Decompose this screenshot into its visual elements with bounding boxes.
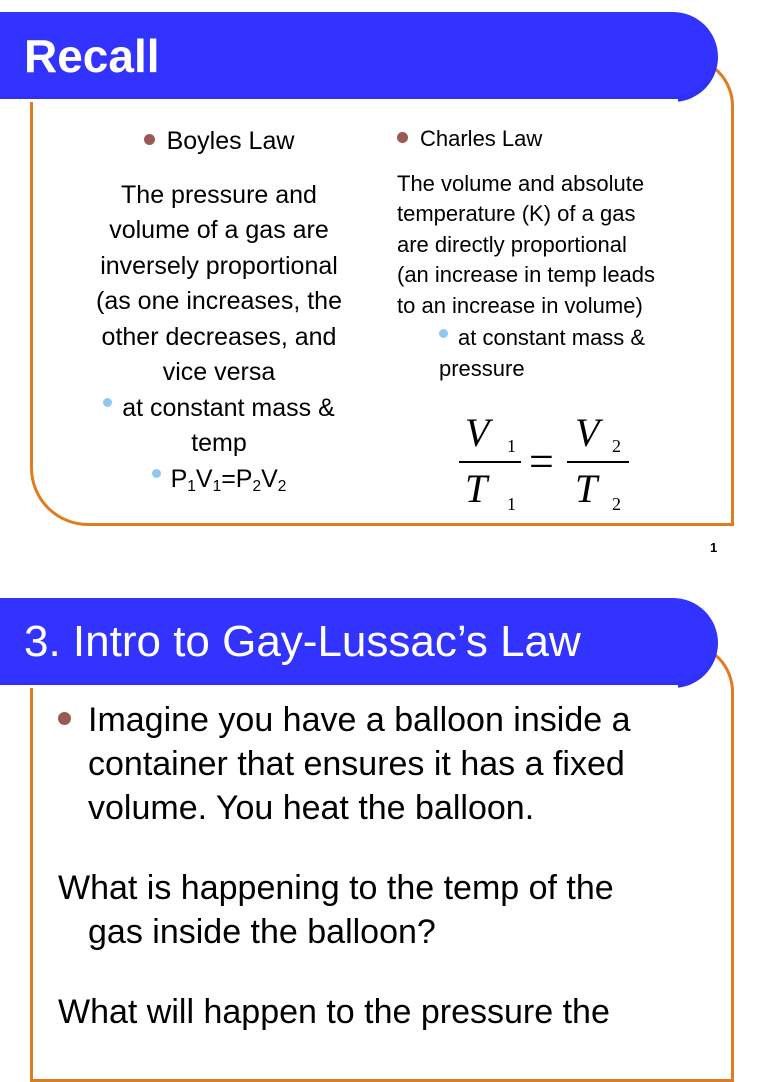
formula-v2-index: 2 bbox=[612, 436, 621, 456]
slide-body bbox=[58, 698, 718, 1034]
page-number: 1 bbox=[710, 540, 718, 555]
formula-t1: T bbox=[465, 466, 488, 511]
title-bar bbox=[0, 12, 718, 102]
title-bar bbox=[0, 598, 718, 688]
boyles-law-formula: $P_1V_1=P_2V_2$ bbox=[60, 462, 378, 498]
title-underline bbox=[0, 99, 678, 102]
title-underline bbox=[0, 685, 678, 688]
charles-law-description: The volume and absolute temperature (K) of a gas are directly proportional (an increase in temp leads to an increase in volume) bbox=[397, 170, 656, 318]
slide-gay-lussac-intro bbox=[0, 586, 768, 1031]
balloon-scenario: Imagine you have a balloon inside a container that ensures it has a fixed volume. You heat the balloon. bbox=[58, 698, 718, 830]
formula-t2-index: 2 bbox=[612, 494, 621, 514]
sub-bullet-icon bbox=[103, 398, 112, 407]
boyles-law-condition: at constant mass & temp bbox=[60, 391, 378, 462]
formula-v1-index: 1 bbox=[507, 436, 516, 456]
charles-law-formula bbox=[455, 414, 645, 514]
boyles-law-heading: Boyles Law bbox=[60, 124, 378, 160]
formula-t2: T bbox=[575, 466, 598, 511]
formula-t1-index: 1 bbox=[507, 494, 516, 514]
boyles-law-description: The pressure and volume of a gas are inversely proportional (as one increases, the other decreases, and vice versa bbox=[96, 180, 342, 386]
sub-bullet-icon bbox=[439, 329, 448, 338]
bullet-icon bbox=[58, 712, 71, 725]
bullet-icon bbox=[397, 132, 408, 143]
slide-title: Recall bbox=[24, 30, 160, 82]
charles-law-condition: at constant mass & pressure bbox=[439, 325, 646, 381]
charles-law-column bbox=[397, 124, 715, 384]
sub-bullet-icon bbox=[152, 469, 161, 478]
formula-v1: V bbox=[465, 414, 490, 455]
slide-title: 3. Intro to Gay-Lussac’s Law bbox=[24, 617, 581, 666]
boyles-law-column bbox=[60, 124, 378, 497]
charles-law-heading: Charles Law bbox=[397, 124, 715, 155]
bullet-icon bbox=[144, 134, 155, 145]
question-pressure: What will happen to the pressure the bbox=[58, 993, 610, 1031]
formula-v2: V bbox=[575, 414, 600, 455]
question-temperature: What is happening to the temp of the gas inside the balloon? bbox=[58, 869, 614, 951]
formula-equals: = bbox=[529, 437, 554, 486]
